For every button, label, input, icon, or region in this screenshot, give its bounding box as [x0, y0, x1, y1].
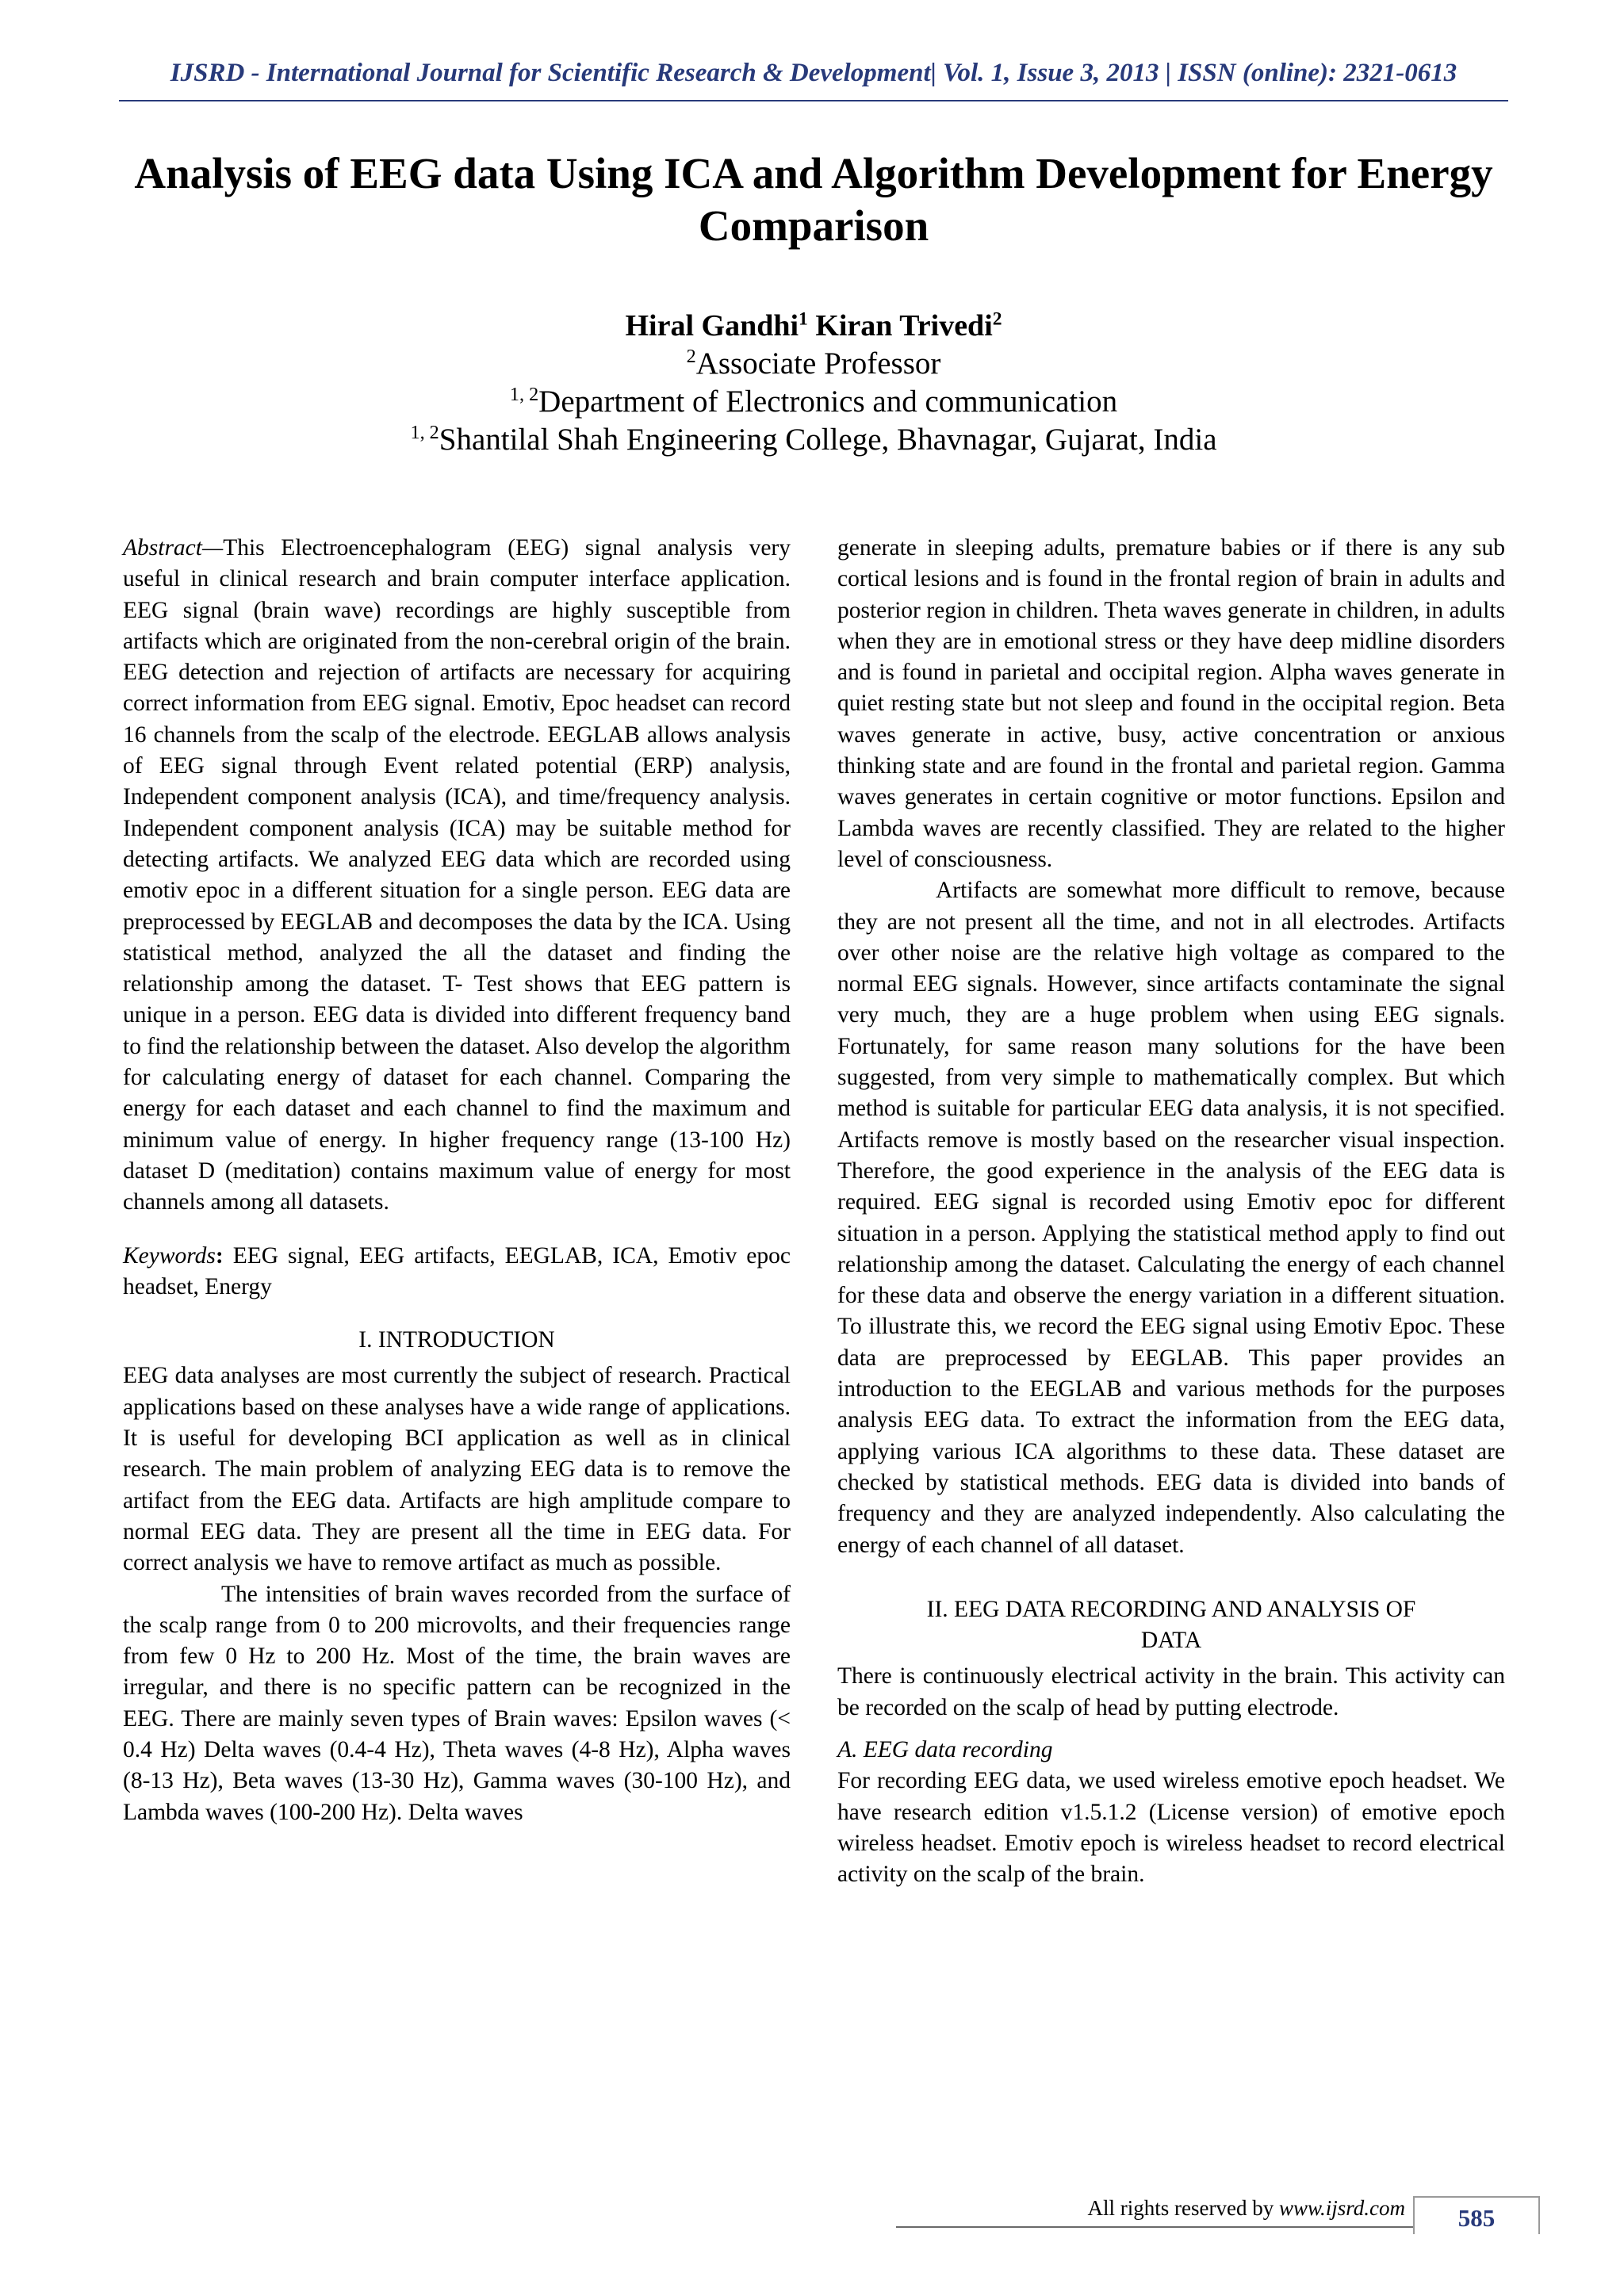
keywords-colon: : — [215, 1242, 224, 1269]
affiliation-department-text: Department of Electronics and communication — [538, 385, 1118, 419]
affiliation-title-sup: 2 — [686, 346, 696, 367]
title-line-2: Comparison — [698, 201, 929, 250]
keywords-text: EEG signal, EEG artifacts, EEGLAB, ICA, Emotiv epoc headset, Energy — [123, 1242, 791, 1299]
section-2-paragraph-2: For recording EEG data, we used wireless emotive epoch headset. We have research edition v1.5.1.2 (License version) of emotive epoch wireless headset. Emotiv epoch is wireless headset to record electrical activity on the scalp of the brain. — [837, 1768, 1505, 1888]
affiliation-department — [119, 384, 1508, 420]
right-column — [837, 533, 1505, 1890]
author-line — [119, 308, 1508, 344]
affiliation-college-sup: 1, 2 — [410, 422, 439, 443]
footer-rights — [1031, 2196, 1405, 2221]
journal-header: IJSRD - International Journal for Scientific Research & Development| Vol. 1, Issue 3, 2013 | ISSN (online): 2321-0613 — [170, 59, 1457, 87]
intro-paragraph-2-continued: generate in sleeping adults, premature babies or if there is any sub cortical lesions and is found in the frontal region of brain in adults and posterior region in children. Theta waves generate in children, in adults when they are in emotional stress or they have deep midline disorders and is found in parietal and occipital region. Alpha waves generate in quiet resting state but not sleep and found in the occipital region. Beta waves generate in active, busy, active concentration or anxious thinking state and are found in the frontal and parietal region. Gamma waves generates in certain cognitive or motor functions. Epsilon and Lambda waves are recently classified. They are related to the higher level of consciousness. — [837, 535, 1505, 872]
intro-paragraph-2: The intensities of brain waves recorded from the surface of the scalp range from 0 to 200 microvolts, and their frequencies range from few 0 Hz to 200 Hz. Most of the time, the brain waves are irregular, and there is no specific pattern can be recognized in the EEG. There are mainly seven types of Brain waves: Epsilon waves (< 0.4 Hz) Delta waves (0.4-4 Hz), Theta waves (4-8 Hz), Alpha waves (8-13 Hz), Beta waves (13-30 Hz), Gamma waves (30-100 Hz), and Lambda waves (100-200 Hz). Delta waves — [123, 1581, 791, 1825]
left-column — [123, 533, 791, 1828]
subsection-a-heading: A. EEG data recording — [837, 1736, 1053, 1762]
introduction-heading: I. INTRODUCTION — [358, 1327, 555, 1353]
footer-rule — [896, 2226, 1413, 2228]
header-rule — [119, 100, 1508, 101]
author-2-sup: 2 — [992, 308, 1002, 330]
section-2-heading-line-1: II. EEG DATA RECORDING AND ANALYSIS OF — [926, 1596, 1416, 1622]
page-number: 585 — [1413, 2196, 1540, 2234]
abstract-text: This Electroencephalogram (EEG) signal analysis very useful in clinical research and brain computer interface application. EEG signal (brain wave) recordings are highly susceptible from artifacts which are originated from the non-cerebral origin of the brain. EEG detection and rejection of artifacts are necessary for acquiring correct information from EEG signal. Emotiv, Epoc headset can record 16 channels from the scalp of the electrode. EEGLAB allows analysis of EEG signal through Event related potential (ERP) analysis, Independent component analysis (ICA), and time/frequency analysis. Independent component analysis (ICA) may be suitable method for detecting artifacts. We analyzed EEG data which are recorded using emotiv epoc in a different situation for a single person. EEG data are preprocessed by EEGLAB and decomposes the data by the ICA. Using statistical method, analyzed the all the dataset and finding the relationship among the dataset. T- Test shows that EEG pattern is unique in a person. EEG data is divided into different frequency band to find the relationship between the dataset. Also develop the algorithm for calculating energy of dataset for each channel. Comparing the energy for each dataset and each channel to find the maximum and minimum value of energy. In higher frequency range (13-100 Hz) dataset D (meditation) contains maximum value of energy for most channels among all datasets. — [123, 535, 791, 1215]
title-line-1: Analysis of EEG data Using ICA and Algorithm Development for Energy — [134, 149, 1493, 197]
abstract-label: Abstract— — [123, 535, 224, 561]
intro-paragraph-3: Artifacts are somewhat more difficult to remove, because they are not present all the time, and not in all electrodes. Artifacts over other noise are the relative high voltage as compared to the normal EEG signals. However, since artifacts contaminate the signal very much, they are a huge problem when using EEG signals. Fortunately, for same reason many solutions for the have been suggested, from very simple to mathematically complex. But which method is suitable for particular EEG data analysis, it is not specified. Artifacts remove is mostly based on the researcher visual inspection. Therefore, the good experience in the analysis of the EEG data is required. EEG signal is recorded using Emotiv epoc for different situation in a person. Applying the statistical method apply to find out relationship among the dataset. Calculating the energy of each channel for these data and observe the energy variation in a different situation. To illustrate this, we record the EEG signal using Emotiv Epoc. These data are preprocessed by EEGLAB. This paper provides an introduction to the EEGLAB and various methods for the purposes analysis EEG data. To extract the information from the EEG data, applying various ICA algorithms to these data. These dataset are checked by statistical methods. EEG data is divided into bands of frequency and they are analyzed independently. Also calculating the energy of each channel of all dataset. — [837, 878, 1505, 1558]
affiliation-title — [119, 346, 1508, 382]
affiliation-title-text: Associate Professor — [695, 346, 941, 381]
keywords — [123, 1241, 791, 1303]
author-1-sup: 1 — [799, 308, 808, 330]
section-2-heading-line-2: DATA — [1140, 1628, 1202, 1654]
footer-rights-text: All rights reserved by — [1087, 2196, 1279, 2220]
section-2-heading — [837, 1594, 1505, 1657]
abstract — [123, 533, 791, 1219]
footer-site-link[interactable]: www.ijsrd.com — [1278, 2196, 1405, 2220]
affiliation-department-sup: 1, 2 — [509, 384, 539, 405]
paper-title — [119, 147, 1508, 252]
section-2-paragraph-1: There is continuously electrical activity in the brain. This activity can be recorded on the scalp of head by putting electrode. — [837, 1663, 1505, 1720]
affiliation-college-text: Shantilal Shah Engineering College, Bhavnagar, Gujarat, India — [439, 423, 1217, 457]
intro-paragraph-1: EEG data analyses are most currently the subject of research. Practical applications based on these analyses have a wide range of applications. It is useful for developing BCI application as well as in clinical research. The main problem of analyzing EEG data is to remove the artifact from the EEG data. Artifacts are high amplitude compare to normal EEG data. They are present all the time in EEG data. For correct analysis we have to remove artifact as much as possible. — [123, 1363, 791, 1576]
keywords-label: Keywords — [123, 1242, 216, 1269]
author-1-name: Hiral Gandhi — [625, 309, 799, 342]
author-2-name: Kiran Trivedi — [815, 309, 993, 342]
affiliation-college — [119, 422, 1508, 458]
